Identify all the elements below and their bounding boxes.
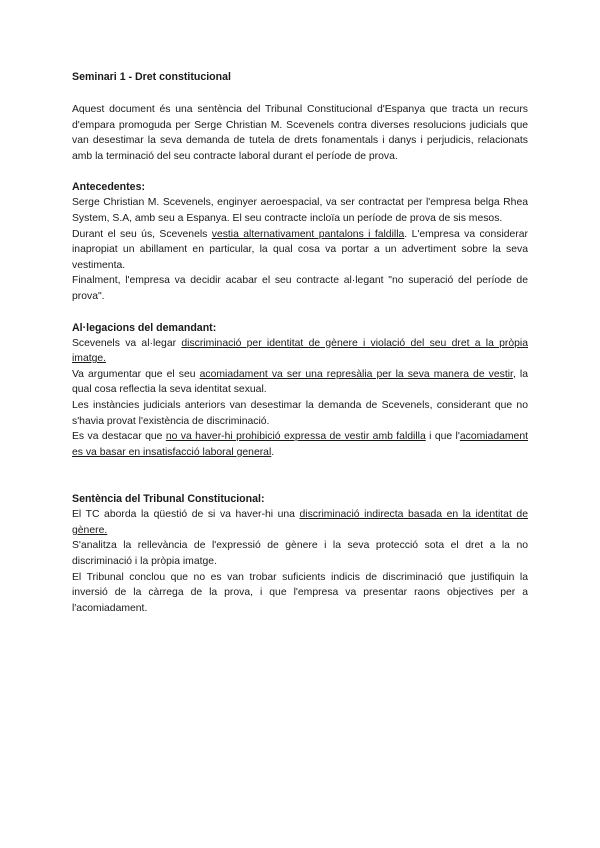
allegations-paragraph-3: Les instàncies judicials anteriors van desestimar la demanda de Scevenels, considerant que no s'havia provat l'existència de discriminació. [72, 399, 528, 427]
document-title: Seminari 1 - Dret constitucional [72, 71, 231, 83]
ruling-section [72, 492, 528, 616]
underlined-phrase: discriminació indirecta basada en la identitat de gènere. [72, 509, 528, 536]
underlined-phrase: acomiadament va ser una represàlia per la seva manera de vestir [199, 368, 513, 380]
underlined-phrase: discriminació per identitat de gènere i violació del seu dret a la pròpia imatge. [72, 337, 529, 365]
intro-paragraph: Aquest document és una sentència del Tribunal Constitucional d'Espanya que tracta un recurs d'empara promoguda per Serge Christian M. Scevenels contra diverses resolucions judicials que van desestimar la seva demanda de tutela de drets fonamentals i danys i perjudicis, relacionats amb la terminació del seu contracte laboral durant el període de prova. [72, 104, 528, 162]
underlined-phrase: vestia alternativament pantalons i faldilla [211, 228, 405, 240]
antecedents-paragraph-3: Finalment, l'empresa va decidir acabar el seu contracte al·legant "no superació del període de prova". [72, 275, 528, 302]
ruling-paragraph-1: El TC aborda la qüestió de si va haver-hi una discriminació indirecta basada en la identitat de gènere. [72, 509, 528, 536]
antecedents-heading: Antecedentes: [72, 181, 145, 194]
allegations-paragraph-1: Scevenels va al·legar discriminació per identitat de gènere i violació del seu dret a la pròpia imatge. [72, 337, 529, 365]
antecedents-paragraph-1: Serge Christian M. Scevenels, enginyer aeroespacial, va ser contractat per l'empresa belga Rhea System, S.A, amb seu a Espanya. El seu contracte incloïa un període de prova de sis mesos. [72, 197, 528, 224]
document-page [72, 70, 528, 632]
allegations-heading: Al·legacions del demandant: [72, 321, 217, 334]
allegations-paragraph-4: Es va destacar que no va haver-hi prohibició expressa de vestir amb faldilla i que l'acomiadament es va basar en insatisfacció laboral general. [72, 431, 528, 458]
allegations-paragraph-2: Va argumentar que el seu acomiadament va ser una represàlia per la seva manera de vestir, la qual cosa reflectia la seva identitat sexual. [72, 368, 528, 396]
underlined-phrase: acomiadament es va basar en insatisfacció laboral general [72, 431, 528, 458]
antecedents-paragraph-2: Durant el seu ús, Scevenels vestia alternativament pantalons i faldilla. L'empresa va considerar inapropiat un abillament en particular, la qual cosa va portar a un advertiment sobre la seva vestimenta. [72, 228, 529, 271]
ruling-paragraph-2: S'analitza la rellevància de l'expressió de gènere i la seva protecció sota el dret a la no discriminació i la pròpia imatge. [72, 540, 528, 568]
allegations-section [72, 321, 528, 461]
ruling-heading: Sentència del Tribunal Constitucional: [72, 493, 265, 506]
ruling-paragraph-3: El Tribunal conclou que no es van trobar suficients indicis de discriminació que justifiquin la inversió de la càrrega de la prova, i que l'empresa va presentar raons objectives per a l'acomiadament. [72, 571, 528, 614]
underlined-phrase: no va haver-hi prohibició expressa de vestir amb faldilla [165, 431, 426, 443]
antecedents-section [72, 180, 528, 304]
